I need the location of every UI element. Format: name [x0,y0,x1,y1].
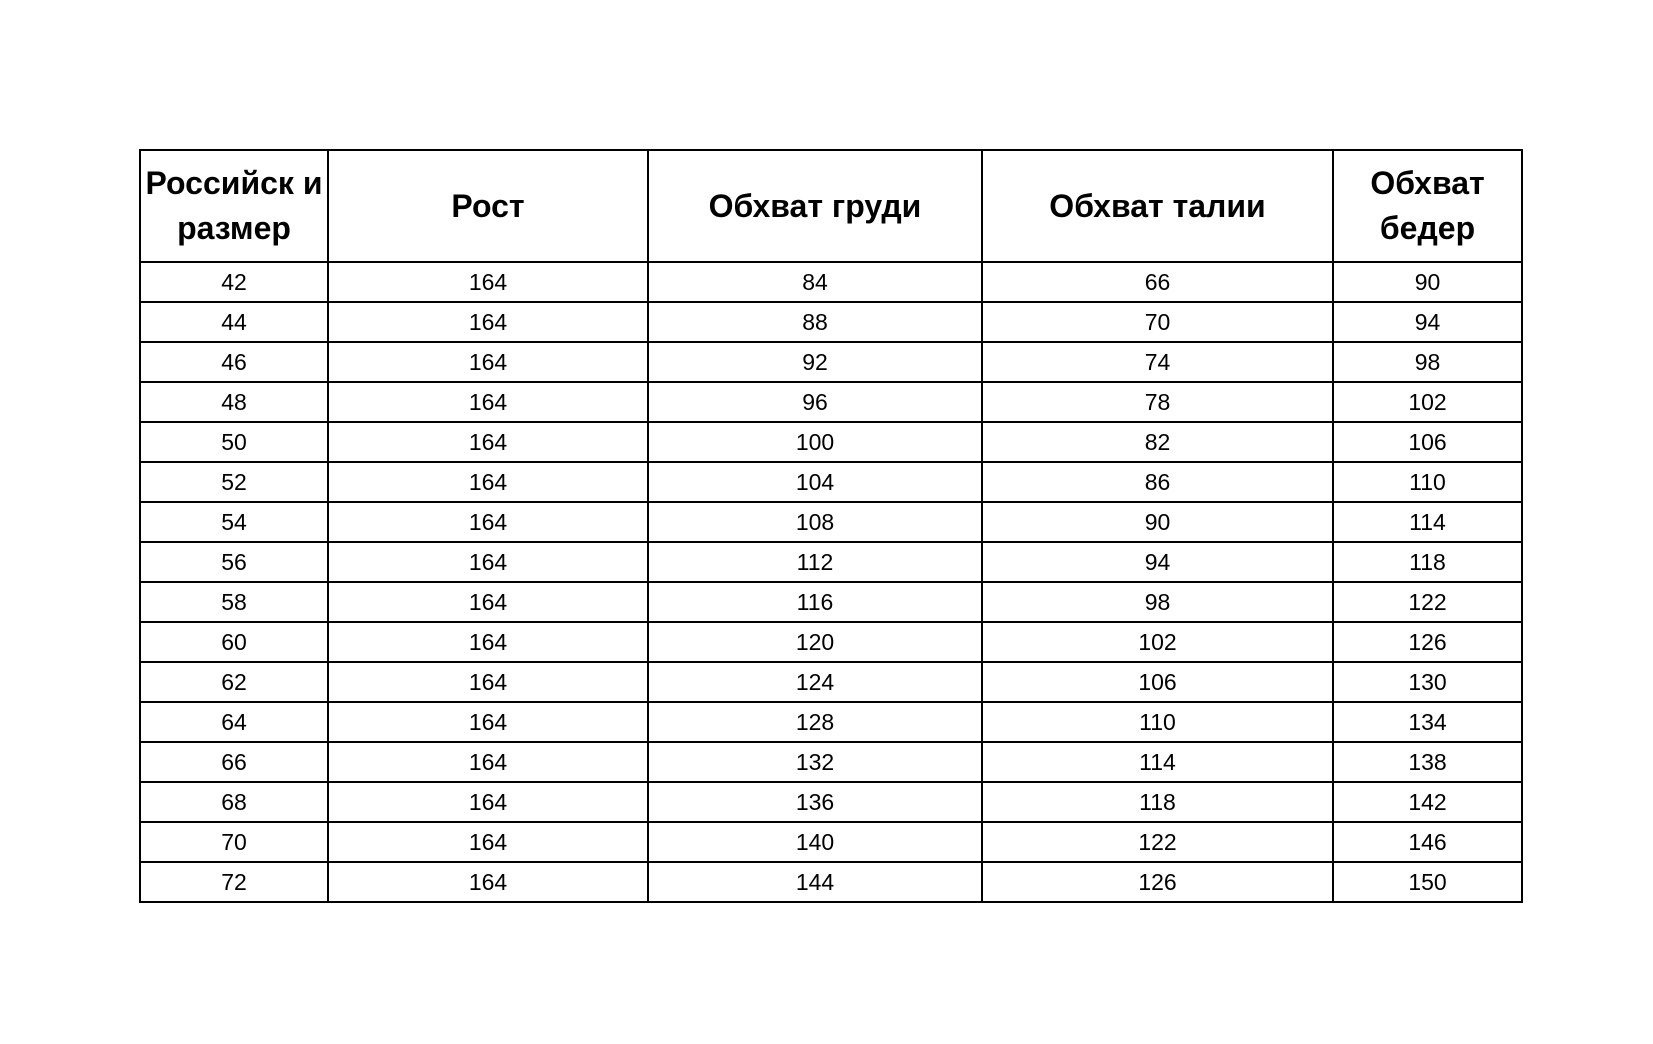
cell-waist: 90 [982,502,1333,542]
column-header-chest: Обхват груди [648,150,982,262]
cell-waist: 126 [982,862,1333,902]
column-header-russian-size: Российск и размер [140,150,328,262]
cell-waist: 114 [982,742,1333,782]
cell-chest: 124 [648,662,982,702]
cell-chest: 108 [648,502,982,542]
cell-hips: 150 [1333,862,1522,902]
cell-waist: 122 [982,822,1333,862]
cell-waist: 94 [982,542,1333,582]
cell-hips: 146 [1333,822,1522,862]
cell-chest: 100 [648,422,982,462]
table-row [140,302,1522,342]
cell-size: 52 [140,462,328,502]
table-row [140,582,1522,622]
cell-height: 164 [328,662,648,702]
cell-height: 164 [328,622,648,662]
cell-chest: 116 [648,582,982,622]
cell-height: 164 [328,502,648,542]
table-row [140,382,1522,422]
cell-hips: 98 [1333,342,1522,382]
cell-size: 72 [140,862,328,902]
cell-chest: 104 [648,462,982,502]
cell-height: 164 [328,342,648,382]
cell-hips: 122 [1333,582,1522,622]
cell-waist: 106 [982,662,1333,702]
cell-hips: 126 [1333,622,1522,662]
table-row [140,262,1522,302]
cell-waist: 82 [982,422,1333,462]
cell-height: 164 [328,742,648,782]
cell-chest: 92 [648,342,982,382]
cell-height: 164 [328,462,648,502]
cell-waist: 74 [982,342,1333,382]
cell-size: 50 [140,422,328,462]
cell-chest: 120 [648,622,982,662]
table-row [140,422,1522,462]
cell-hips: 114 [1333,502,1522,542]
table-row [140,542,1522,582]
table-row [140,702,1522,742]
cell-hips: 138 [1333,742,1522,782]
cell-size: 62 [140,662,328,702]
cell-size: 64 [140,702,328,742]
cell-chest: 96 [648,382,982,422]
cell-height: 164 [328,862,648,902]
cell-size: 44 [140,302,328,342]
column-header-hips: Обхват бедер [1333,150,1522,262]
cell-chest: 84 [648,262,982,302]
cell-chest: 140 [648,822,982,862]
cell-height: 164 [328,542,648,582]
cell-size: 58 [140,582,328,622]
cell-size: 48 [140,382,328,422]
cell-size: 68 [140,782,328,822]
table-row [140,742,1522,782]
cell-hips: 90 [1333,262,1522,302]
cell-waist: 110 [982,702,1333,742]
header-row [140,150,1522,262]
cell-height: 164 [328,382,648,422]
cell-chest: 144 [648,862,982,902]
table-row [140,622,1522,662]
column-header-waist: Обхват талии [982,150,1333,262]
cell-waist: 66 [982,262,1333,302]
table-row [140,782,1522,822]
cell-size: 66 [140,742,328,782]
cell-hips: 130 [1333,662,1522,702]
cell-chest: 136 [648,782,982,822]
cell-size: 56 [140,542,328,582]
table-row [140,862,1522,902]
cell-waist: 98 [982,582,1333,622]
cell-chest: 132 [648,742,982,782]
cell-height: 164 [328,302,648,342]
cell-hips: 94 [1333,302,1522,342]
cell-height: 164 [328,262,648,302]
cell-height: 164 [328,582,648,622]
cell-size: 42 [140,262,328,302]
cell-size: 54 [140,502,328,542]
cell-hips: 134 [1333,702,1522,742]
cell-waist: 102 [982,622,1333,662]
cell-hips: 102 [1333,382,1522,422]
table-row [140,502,1522,542]
cell-hips: 142 [1333,782,1522,822]
cell-hips: 106 [1333,422,1522,462]
cell-size: 70 [140,822,328,862]
cell-waist: 78 [982,382,1333,422]
cell-height: 164 [328,702,648,742]
column-header-height: Рост [328,150,648,262]
table-row [140,462,1522,502]
cell-chest: 112 [648,542,982,582]
table-row [140,822,1522,862]
cell-chest: 88 [648,302,982,342]
cell-size: 46 [140,342,328,382]
cell-hips: 110 [1333,462,1522,502]
cell-size: 60 [140,622,328,662]
cell-chest: 128 [648,702,982,742]
cell-height: 164 [328,422,648,462]
table-body [140,262,1522,902]
cell-waist: 70 [982,302,1333,342]
cell-height: 164 [328,782,648,822]
size-table [139,149,1523,903]
cell-hips: 118 [1333,542,1522,582]
table-row [140,662,1522,702]
cell-waist: 86 [982,462,1333,502]
table-row [140,342,1522,382]
cell-height: 164 [328,822,648,862]
cell-waist: 118 [982,782,1333,822]
